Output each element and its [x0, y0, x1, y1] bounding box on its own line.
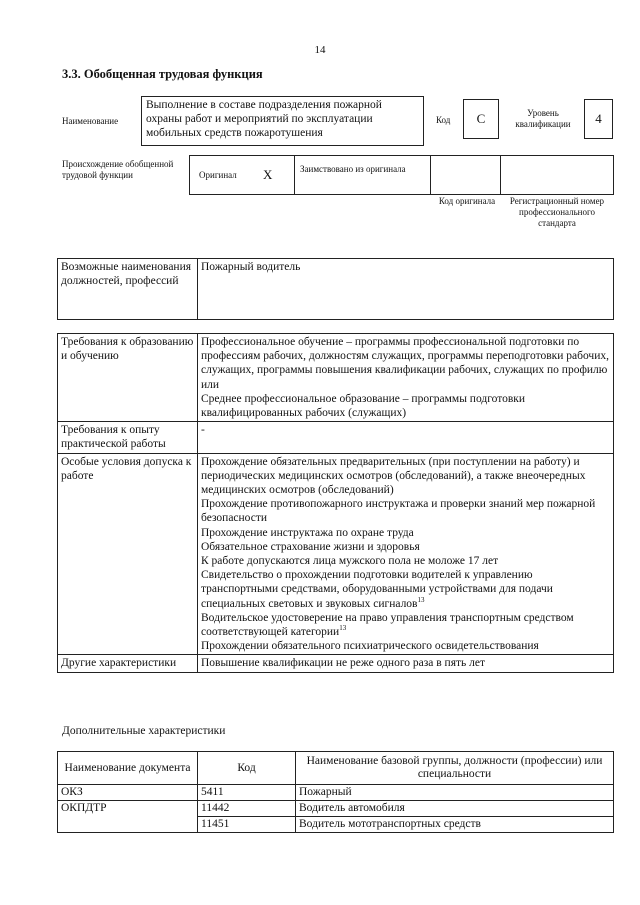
reg-number-label: Регистрационный номер профессионального стандарта	[509, 196, 605, 228]
condition-text: Водительское удостоверение на право управления транспортным средством соответствующей категории	[201, 611, 574, 639]
level-label: Уровень квалификации	[515, 108, 571, 129]
divider	[500, 156, 501, 194]
borrowed-label: Заимствовано из оригинала	[300, 164, 406, 174]
condition-item: К работе допускаются лица мужского пола не моложе 17 лет	[201, 555, 499, 568]
positions-value: Пожарный водитель	[198, 259, 614, 320]
table-row	[58, 801, 614, 817]
education-label: Требования к образованию и обучению	[58, 334, 198, 422]
level-value: 4	[584, 99, 613, 139]
cell-name: Водитель автомобиля	[296, 801, 614, 817]
footnote-mark: 13	[417, 595, 425, 604]
positions-label: Возможные наименования должностей, профессий	[58, 259, 198, 320]
cell-code: 5411	[198, 785, 296, 801]
condition-item: Прохождение противопожарного инструктажа и проверки знаний мер пожарной безопасности	[201, 498, 596, 525]
cell-code: 11451	[198, 817, 296, 833]
cell-name: Пожарный	[296, 785, 614, 801]
footnote-mark: 13	[339, 624, 347, 633]
positions-table	[57, 258, 614, 320]
code-value: C	[463, 99, 499, 139]
page-number: 14	[314, 44, 326, 56]
condition-text: Свидетельство о прохождении подготовки водителей к управлению транспортными средствами, оборудованными устройствами для подачи специальных световых и звуковых сигналов	[201, 569, 553, 610]
header-document: Наименование документа	[58, 752, 198, 785]
other-label: Другие характеристики	[58, 655, 198, 672]
condition-item: Прохождение обязательных предварительных (при поступлении на работу) и периодических медицинских осмотров (обследований), а также внеочередных медицинских осмотров (обследований)	[201, 455, 586, 497]
education-value	[198, 334, 614, 422]
condition-item: Прохождении обязательного психиатрического освидетельствования	[201, 640, 539, 653]
additional-title: Дополнительные характеристики	[62, 725, 226, 737]
condition-item: Прохождение инструктажа по охране труда	[201, 526, 414, 539]
education-line: Профессиональное обучение – программы профессиональной подготовки по профессиям рабочих, должностям служащих, программы переподготовки рабочих, служащих, программы повышения квалификации рабочих, служащих по профилю	[201, 336, 609, 377]
education-line: или	[201, 378, 220, 391]
cell-name: Водитель мототранспортных средств	[296, 817, 614, 833]
experience-value: -	[198, 422, 614, 453]
code-label: Код	[436, 115, 451, 125]
table-row	[58, 785, 614, 801]
origin-table	[189, 155, 614, 195]
condition-item: Обязательное страхование жизни и здоровья	[201, 540, 420, 553]
section-title: 3.3. Обобщенная трудовая функция	[62, 67, 263, 81]
other-value: Повышение квалификации не реже одного раза в пять лет	[198, 655, 614, 672]
code-original-label: Код оригинала	[438, 196, 496, 206]
origin-label: Происхождение обобщенной трудовой функции	[62, 159, 174, 180]
education-line: Среднее профессиональное образование – программы подготовки квалифицированных рабочих (служащих)	[201, 392, 526, 420]
divider	[294, 156, 295, 194]
name-value: Выполнение в составе подразделения пожарной охраны работ и мероприятий по эксплуатации мобильных средств пожаротушения	[141, 96, 424, 146]
divider	[430, 156, 431, 194]
header-name: Наименование базовой группы, должности (профессии) или специальности	[296, 752, 614, 785]
conditions-value	[198, 453, 614, 655]
cell-document: ОКПДТР	[58, 801, 198, 833]
condition-item	[201, 611, 610, 639]
condition-item	[201, 568, 610, 611]
header-code: Код	[198, 752, 296, 785]
experience-label: Требования к опыту практической работы	[58, 422, 198, 453]
cell-document: ОКЗ	[58, 785, 198, 801]
conditions-label: Особые условия допуска к работе	[58, 453, 198, 655]
original-label: Оригинал	[199, 170, 237, 180]
name-label: Наименование	[62, 116, 119, 126]
original-mark: X	[263, 167, 273, 182]
cell-code: 11442	[198, 801, 296, 817]
requirements-table	[57, 333, 614, 673]
additional-table	[57, 751, 614, 833]
